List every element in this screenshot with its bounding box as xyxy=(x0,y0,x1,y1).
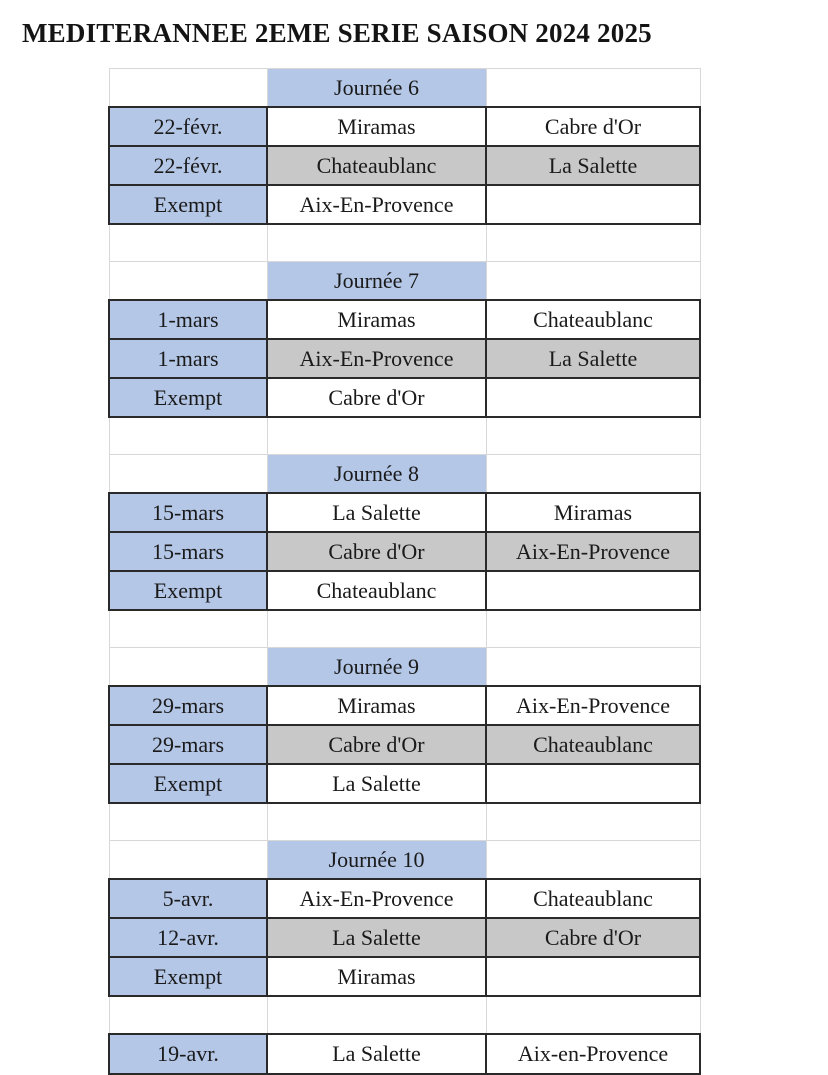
match-date: 29-mars xyxy=(109,686,267,725)
match-date: 29-mars xyxy=(109,725,267,764)
page-title: MEDITERANNEE 2EME SERIE SAISON 2024 2025 xyxy=(22,18,652,48)
exempt-label: Exempt xyxy=(109,957,267,996)
home-team: Aix-En-Provence xyxy=(267,339,486,378)
home-team: Aix-En-Provence xyxy=(267,879,486,918)
away-team: Miramas xyxy=(486,493,700,532)
empty-cell xyxy=(486,957,700,996)
spacer-row xyxy=(109,996,700,1034)
away-team: Aix-En-Provence xyxy=(486,532,700,571)
match-row xyxy=(109,686,700,725)
journee-label: Journée 6 xyxy=(267,69,486,108)
journee-header-row xyxy=(109,262,700,301)
empty-cell xyxy=(109,648,267,687)
empty-cell xyxy=(486,455,700,494)
schedule-table xyxy=(108,68,701,1075)
empty-cell xyxy=(109,262,267,301)
home-team: La Salette xyxy=(267,493,486,532)
home-team: Miramas xyxy=(267,300,486,339)
empty-cell xyxy=(486,262,700,301)
match-date: 19-avr. xyxy=(109,1034,267,1074)
away-team: Aix-en-Provence xyxy=(486,1034,700,1074)
match-date: 12-avr. xyxy=(109,918,267,957)
home-team: Chateaublanc xyxy=(267,146,486,185)
empty-cell xyxy=(486,610,700,648)
empty-cell xyxy=(486,764,700,803)
exempt-team: Miramas xyxy=(267,957,486,996)
exempt-label: Exempt xyxy=(109,378,267,417)
match-date: 22-févr. xyxy=(109,107,267,146)
match-row xyxy=(109,300,700,339)
match-date: 5-avr. xyxy=(109,879,267,918)
empty-cell xyxy=(486,69,700,108)
away-team: Chateaublanc xyxy=(486,300,700,339)
exempt-row xyxy=(109,185,700,224)
exempt-label: Exempt xyxy=(109,185,267,224)
home-team: Cabre d'Or xyxy=(267,725,486,764)
exempt-team: Aix-En-Provence xyxy=(267,185,486,224)
match-date: 15-mars xyxy=(109,493,267,532)
empty-cell xyxy=(486,996,700,1034)
final-match-row xyxy=(109,1034,700,1074)
match-date: 22-févr. xyxy=(109,146,267,185)
match-row xyxy=(109,725,700,764)
home-team: La Salette xyxy=(267,918,486,957)
match-date: 1-mars xyxy=(109,339,267,378)
away-team: Chateaublanc xyxy=(486,879,700,918)
exempt-row xyxy=(109,571,700,610)
home-team: Miramas xyxy=(267,686,486,725)
match-date: 15-mars xyxy=(109,532,267,571)
match-row xyxy=(109,918,700,957)
journee-label: Journée 8 xyxy=(267,455,486,494)
empty-cell xyxy=(267,610,486,648)
away-team: La Salette xyxy=(486,146,700,185)
exempt-label: Exempt xyxy=(109,764,267,803)
exempt-row xyxy=(109,957,700,996)
empty-cell xyxy=(109,455,267,494)
exempt-team: Cabre d'Or xyxy=(267,378,486,417)
empty-cell xyxy=(486,224,700,262)
match-row xyxy=(109,339,700,378)
away-team: Cabre d'Or xyxy=(486,918,700,957)
empty-cell xyxy=(486,417,700,455)
match-row xyxy=(109,879,700,918)
journee-label: Journée 7 xyxy=(267,262,486,301)
empty-cell xyxy=(109,69,267,108)
home-team: Cabre d'Or xyxy=(267,532,486,571)
spacer-row xyxy=(109,417,700,455)
empty-cell xyxy=(486,648,700,687)
empty-cell xyxy=(486,841,700,880)
home-team: La Salette xyxy=(267,1034,486,1074)
exempt-team: Chateaublanc xyxy=(267,571,486,610)
match-date: 1-mars xyxy=(109,300,267,339)
exempt-label: Exempt xyxy=(109,571,267,610)
empty-cell xyxy=(486,803,700,841)
empty-cell xyxy=(486,185,700,224)
empty-cell xyxy=(267,996,486,1034)
empty-cell xyxy=(109,803,267,841)
empty-cell xyxy=(109,610,267,648)
exempt-row xyxy=(109,378,700,417)
empty-cell xyxy=(486,571,700,610)
empty-cell xyxy=(109,996,267,1034)
match-row xyxy=(109,493,700,532)
journee-header-row xyxy=(109,648,700,687)
away-team: Chateaublanc xyxy=(486,725,700,764)
exempt-team: La Salette xyxy=(267,764,486,803)
journee-header-row xyxy=(109,455,700,494)
empty-cell xyxy=(109,417,267,455)
away-team: La Salette xyxy=(486,339,700,378)
spacer-row xyxy=(109,803,700,841)
empty-cell xyxy=(267,803,486,841)
journee-label: Journée 10 xyxy=(267,841,486,880)
match-row xyxy=(109,532,700,571)
home-team: Miramas xyxy=(267,107,486,146)
empty-cell xyxy=(109,841,267,880)
away-team: Aix-En-Provence xyxy=(486,686,700,725)
journee-header-row xyxy=(109,69,700,108)
spacer-row xyxy=(109,224,700,262)
empty-cell xyxy=(267,224,486,262)
spacer-row xyxy=(109,610,700,648)
match-row xyxy=(109,146,700,185)
empty-cell xyxy=(267,417,486,455)
journee-label: Journée 9 xyxy=(267,648,486,687)
journee-header-row xyxy=(109,841,700,880)
away-team: Cabre d'Or xyxy=(486,107,700,146)
match-row xyxy=(109,107,700,146)
exempt-row xyxy=(109,764,700,803)
empty-cell xyxy=(486,378,700,417)
empty-cell xyxy=(109,224,267,262)
